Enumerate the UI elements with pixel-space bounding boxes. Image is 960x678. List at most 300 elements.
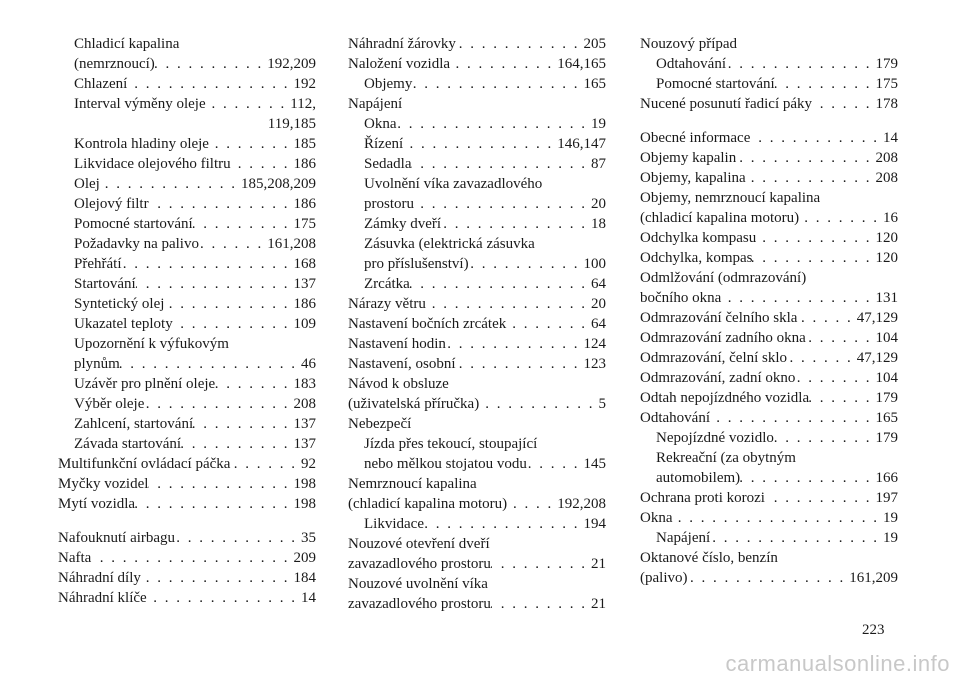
entry-term: Syntetický olej (74, 296, 165, 312)
dot-leader (230, 454, 301, 474)
dot-leader (141, 568, 294, 588)
index-entry (58, 588, 316, 608)
entry-term: (chladicí kapalina motoru) (640, 210, 800, 226)
entry-term: nebo mělkou stojatou vodu (364, 456, 527, 472)
index-entry (640, 548, 898, 568)
dot-leader (403, 134, 557, 154)
dot-leader (424, 514, 584, 534)
entry-term: Naložení vozidla (348, 56, 451, 72)
index-entry (348, 234, 606, 254)
entry-page-ref: 208 (875, 150, 898, 166)
index-entry (640, 94, 898, 114)
entry-term: Odmrazování, zadní okno (640, 370, 796, 386)
dot-leader (787, 348, 857, 368)
entry-page-ref: 168 (293, 256, 316, 272)
entry-term: Ukazatel teploty (74, 316, 173, 332)
entry-page-ref: 19 (591, 116, 606, 132)
entry-page-ref: 19 (883, 510, 898, 526)
index-entry (640, 528, 898, 548)
index-entry (58, 214, 316, 234)
index-entry (348, 434, 606, 454)
entry-term: Objemy, kapalina (640, 170, 746, 186)
dot-leader (799, 208, 883, 228)
index-entry (58, 134, 316, 154)
index-entry (348, 274, 606, 294)
dot-leader (412, 74, 583, 94)
dot-leader (120, 354, 301, 374)
entry-term: Rekreační (za obytným (656, 450, 796, 466)
entry-page-ref: 20 (591, 196, 606, 212)
entry-term: Uzávěr pro plnění oleje (74, 376, 216, 392)
index-entry (58, 54, 316, 74)
entry-term: Požadavky na palivo (74, 236, 199, 252)
index-entry (58, 294, 316, 314)
dot-leader (479, 394, 598, 414)
entry-page-ref: 21 (591, 556, 606, 572)
entry-page-ref: 179 (875, 390, 898, 406)
dot-leader (750, 128, 883, 148)
entry-term: Odtah nepojízdného vozidla (640, 390, 810, 406)
index-entry (640, 428, 898, 448)
entry-page-ref: 64 (591, 316, 606, 332)
dot-leader (199, 234, 267, 254)
index-entry (640, 168, 898, 188)
index-entry (640, 34, 898, 54)
entry-page-ref: 112, (290, 96, 316, 112)
index-entry (348, 94, 606, 114)
dot-leader (144, 394, 293, 414)
entry-page-ref: 21 (591, 596, 606, 612)
entry-page-ref: 198 (293, 476, 316, 492)
index-entry (640, 128, 898, 148)
dot-leader (231, 154, 294, 174)
index-entry (640, 248, 898, 268)
entry-term: Odchylka kompasu (640, 230, 757, 246)
entry-page-ref: 166 (875, 470, 898, 486)
dot-leader (91, 548, 293, 568)
entry-term: (palivo) (640, 570, 688, 586)
dot-leader (193, 214, 294, 234)
index-entry (58, 434, 316, 454)
entry-term: Multifunkční ovládací páčka (58, 456, 231, 472)
dot-leader (100, 174, 241, 194)
entry-term: Výběr oleje (74, 396, 145, 412)
index-entry (348, 194, 606, 214)
entry-term: Objemy, nemrznoucí kapalina (640, 190, 821, 206)
entry-term: Řízení (364, 136, 404, 152)
entry-page-ref: 194 (583, 516, 606, 532)
entry-page-ref: 120 (875, 250, 898, 266)
entry-page-ref: 186 (293, 156, 316, 172)
entry-page-ref: 146,147 (557, 136, 606, 152)
index-entry (348, 134, 606, 154)
entry-term: zavazadlového prostoru (348, 556, 491, 572)
dot-leader (209, 134, 294, 154)
dot-leader (673, 508, 884, 528)
index-entry (348, 514, 606, 534)
entry-term: Chlazení (74, 76, 128, 92)
entry-term: Likvidace olejového filtru (74, 156, 231, 172)
entry-term: Pomocné startování (74, 216, 193, 232)
dot-leader (740, 468, 875, 488)
index-entry (348, 494, 606, 514)
index-entry (640, 568, 898, 588)
entry-page-ref: 178 (875, 96, 898, 112)
entry-page-ref: 192 (293, 76, 316, 92)
dot-leader (765, 488, 876, 508)
entry-term: zavazadlového prostoru (348, 596, 491, 612)
entry-term: Náhradní žárovky (348, 36, 456, 52)
entry-page-ref: 100 (583, 256, 606, 272)
entry-page-ref: 208 (875, 170, 898, 186)
dot-leader (726, 54, 876, 74)
index-entry (348, 34, 606, 54)
entry-term: Odtahování (640, 410, 710, 426)
index-entry (640, 468, 898, 488)
index-column-3 (640, 34, 898, 588)
index-entry (58, 274, 316, 294)
entry-term: Objemy (364, 76, 413, 92)
entry-term: Myčky vozidel (58, 476, 149, 492)
entry-term: Uvolnění víka zavazadlového (364, 176, 543, 192)
dot-leader (181, 434, 293, 454)
dot-leader (173, 314, 294, 334)
entry-page-ref: 124 (583, 336, 606, 352)
entry-term: Olejový filtr (74, 196, 149, 212)
entry-term: Náhradní díly (58, 570, 141, 586)
entry-page-ref: 92 (301, 456, 316, 472)
index-entry (348, 414, 606, 434)
dot-leader (736, 148, 875, 168)
index-entry (58, 374, 316, 394)
entry-term: Mytí vozidla (58, 496, 136, 512)
entry-page-ref: 16 (883, 210, 898, 226)
entry-page-ref: 164,165 (557, 56, 606, 72)
entry-page-ref: 186 (293, 296, 316, 312)
dot-leader (710, 408, 876, 428)
entry-term: Nouzový případ (640, 36, 738, 52)
index-entry (640, 348, 898, 368)
entry-term: Sedadla (364, 156, 412, 172)
entry-page-ref: 14 (883, 130, 898, 146)
entry-term: automobilem) (656, 470, 741, 486)
index-entry (348, 154, 606, 174)
index-entry (58, 94, 316, 114)
index-spacer (640, 114, 898, 128)
dot-leader (507, 494, 557, 514)
page-number: 223 (862, 622, 885, 638)
dot-leader (746, 168, 876, 188)
entry-term: Nemrznoucí kapalina (348, 476, 477, 492)
entry-term: Nastavení, osobní (348, 356, 456, 372)
index-entry (58, 194, 316, 214)
index-entry (348, 474, 606, 494)
entry-page-ref: 209 (293, 550, 316, 566)
entry-term: prostoru (364, 196, 414, 212)
dot-leader (491, 594, 591, 614)
index-entry (640, 508, 898, 528)
entry-page-ref: 5 (598, 396, 606, 412)
index-entry (58, 528, 316, 548)
entry-page-ref: 198 (293, 496, 316, 512)
entry-term: Objemy kapalin (640, 150, 737, 166)
entry-page-ref: 35 (301, 530, 316, 546)
dot-leader (135, 494, 293, 514)
index-column-1 (58, 34, 316, 608)
entry-term: Náhradní klíče (58, 590, 147, 606)
entry-term: Nafta (58, 550, 92, 566)
entry-page-ref: 18 (591, 216, 606, 232)
index-entry (348, 394, 606, 414)
entry-term: (nemrznoucí) (74, 56, 155, 72)
entry-page-ref: 120 (875, 230, 898, 246)
entry-term: Odmrazování čelního skla (640, 310, 798, 326)
dot-leader (441, 214, 591, 234)
index-entry (58, 74, 316, 94)
entry-term: Nepojízdné vozidlo (656, 430, 774, 446)
index-spacer (58, 514, 316, 528)
entry-term: Interval výměny oleje (74, 96, 206, 112)
index-entry (640, 148, 898, 168)
dot-leader (795, 368, 875, 388)
dot-leader (147, 588, 301, 608)
dot-leader (797, 308, 856, 328)
entry-page-ref: 185 (293, 136, 316, 152)
index-entry (640, 268, 898, 288)
entry-page-ref: 183 (293, 376, 316, 392)
index-entry (58, 314, 316, 334)
index-entry (348, 74, 606, 94)
dot-leader (721, 288, 875, 308)
entry-page-ref: 137 (293, 276, 316, 292)
index-entry (348, 214, 606, 234)
dot-leader (806, 328, 876, 348)
dot-leader (446, 334, 584, 354)
entry-term: Nucené posunutí řadicí páky (640, 96, 813, 112)
index-entry (58, 114, 316, 134)
index-entry (348, 374, 606, 394)
index-entry (58, 494, 316, 514)
index-entry (640, 448, 898, 468)
dot-leader (206, 94, 291, 114)
entry-term: Chladicí kapalina (74, 36, 180, 52)
entry-term: bočního okna (640, 290, 722, 306)
entry-term: Kontrola hladiny oleje (74, 136, 209, 152)
entry-term: Nastavení bočních zrcátek (348, 316, 507, 332)
entry-term: Upozornění k výfukovým (74, 336, 229, 352)
entry-term: Odmlžování (odmrazování) (640, 270, 807, 286)
dot-leader (687, 568, 849, 588)
index-entry (640, 328, 898, 348)
entry-term: Pomocné startování (656, 76, 775, 92)
dot-leader (411, 154, 591, 174)
dot-leader (164, 294, 293, 314)
index-entry (640, 308, 898, 328)
entry-page-ref: 186 (293, 196, 316, 212)
dot-leader (193, 414, 293, 434)
index-column-2 (348, 34, 606, 614)
dot-leader (491, 554, 591, 574)
entry-page-ref: 192,209 (267, 56, 316, 72)
index-entry (640, 228, 898, 248)
dot-leader (775, 74, 876, 94)
entry-page-ref: 192,208 (557, 496, 606, 512)
index-entry (640, 208, 898, 228)
dot-leader (410, 274, 591, 294)
index-entry (348, 454, 606, 474)
index-entry (348, 334, 606, 354)
dot-leader (397, 114, 592, 134)
dot-leader (469, 254, 584, 274)
entry-term: Likvidace (364, 516, 424, 532)
entry-page-ref: 131 (875, 290, 898, 306)
entry-term: Napájení (348, 96, 403, 112)
dot-leader (812, 94, 875, 114)
index-entry (348, 174, 606, 194)
index-entry (348, 354, 606, 374)
entry-page-ref: 184 (293, 570, 316, 586)
entry-term: Nouzové otevření dveří (348, 536, 490, 552)
index-entry (348, 594, 606, 614)
entry-term: Ochrana proti korozi (640, 490, 765, 506)
entry-term: Napájení (656, 530, 711, 546)
dot-leader (809, 388, 875, 408)
entry-term: Zahlcení, startování (74, 416, 194, 432)
entry-page-ref: 185,208,209 (241, 176, 316, 192)
entry-page-ref: 137 (293, 436, 316, 452)
index-entry (640, 388, 898, 408)
dot-leader (752, 248, 875, 268)
dot-leader (148, 474, 293, 494)
index-entry (640, 288, 898, 308)
dot-leader (710, 528, 883, 548)
dot-leader (414, 194, 591, 214)
entry-term: Obecné informace (640, 130, 751, 146)
index-entry (348, 574, 606, 594)
dot-leader (121, 254, 293, 274)
entry-page-ref: 104 (875, 370, 898, 386)
index-entry (640, 488, 898, 508)
entry-page-ref: 165 (875, 410, 898, 426)
dot-leader (527, 454, 584, 474)
entry-term: Nouzové uvolnění víka (348, 576, 488, 592)
dot-leader (149, 194, 294, 214)
index-entry (348, 554, 606, 574)
dot-leader (127, 74, 293, 94)
entry-term: (uživatelská příručka) (348, 396, 480, 412)
index-entry (640, 368, 898, 388)
entry-term: pro příslušenství) (364, 256, 469, 272)
index-entry (58, 394, 316, 414)
index-entry (348, 54, 606, 74)
entry-page-ref: 175 (293, 216, 316, 232)
entry-term: 119,185 (267, 116, 316, 132)
index-entry (348, 314, 606, 334)
entry-term: Nebezpečí (348, 416, 412, 432)
dot-leader (455, 354, 583, 374)
entry-page-ref: 208 (293, 396, 316, 412)
entry-page-ref: 46 (301, 356, 316, 372)
index-entry (58, 354, 316, 374)
entry-term: Nárazy větru (348, 296, 426, 312)
dot-leader (175, 528, 301, 548)
entry-page-ref: 145 (583, 456, 606, 472)
entry-page-ref: 197 (875, 490, 898, 506)
index-entry (58, 568, 316, 588)
entry-term: Přehřátí (74, 256, 122, 272)
entry-page-ref: 161,209 (849, 570, 898, 586)
entry-page-ref: 205 (583, 36, 606, 52)
index-entry (58, 548, 316, 568)
index-entry (58, 334, 316, 354)
index-entry (58, 254, 316, 274)
entry-page-ref: 123 (583, 356, 606, 372)
entry-term: Startování (74, 276, 136, 292)
index-entry (58, 414, 316, 434)
entry-term: Oktanové číslo, benzín (640, 550, 778, 566)
dot-leader (155, 54, 267, 74)
entry-page-ref: 64 (591, 276, 606, 292)
entry-term: (chladicí kapalina motoru) (348, 496, 508, 512)
dot-leader (456, 34, 584, 54)
index-entry (640, 54, 898, 74)
entry-term: Jízda přes tekoucí, stoupající (364, 436, 538, 452)
entry-page-ref: 19 (883, 530, 898, 546)
entry-page-ref: 87 (591, 156, 606, 172)
entry-term: Nastavení hodin (348, 336, 446, 352)
entry-page-ref: 104 (875, 330, 898, 346)
dot-leader (426, 294, 591, 314)
index-entry (348, 294, 606, 314)
entry-term: Olej (74, 176, 100, 192)
entry-page-ref: 109 (293, 316, 316, 332)
entry-page-ref: 165 (583, 76, 606, 92)
index-entry (58, 174, 316, 194)
entry-page-ref: 20 (591, 296, 606, 312)
dot-leader (136, 274, 294, 294)
entry-page-ref: 14 (301, 590, 316, 606)
entry-term: Odmrazování zadního okna (640, 330, 806, 346)
entry-term: plynům (74, 356, 120, 372)
entry-term: Okna (640, 510, 673, 526)
index-entry (58, 34, 316, 54)
entry-term: Odchylka, kompas (640, 250, 753, 266)
entry-page-ref: 47,129 (856, 350, 898, 366)
dot-leader (774, 428, 876, 448)
entry-term: Odmrazování, čelní sklo (640, 350, 788, 366)
index-entry (348, 254, 606, 274)
entry-page-ref: 161,208 (267, 236, 316, 252)
index-entry (58, 474, 316, 494)
dot-leader (756, 228, 875, 248)
entry-page-ref: 47,129 (856, 310, 898, 326)
index-entry (640, 74, 898, 94)
entry-term: Zrcátka (364, 276, 410, 292)
dot-leader (506, 314, 591, 334)
entry-term: Zásuvka (elektrická zásuvka (364, 236, 535, 252)
entry-page-ref: 179 (875, 430, 898, 446)
entry-term: Nafouknutí airbagu (58, 530, 176, 546)
entry-page-ref: 175 (875, 76, 898, 92)
index-entry (58, 454, 316, 474)
entry-term: Návod k obsluze (348, 376, 449, 392)
entry-page-ref: 179 (875, 56, 898, 72)
dot-leader (215, 374, 293, 394)
entry-page-ref: 137 (293, 416, 316, 432)
entry-term: Závada startování (74, 436, 182, 452)
entry-term: Odtahování (656, 56, 726, 72)
index-entry (58, 154, 316, 174)
